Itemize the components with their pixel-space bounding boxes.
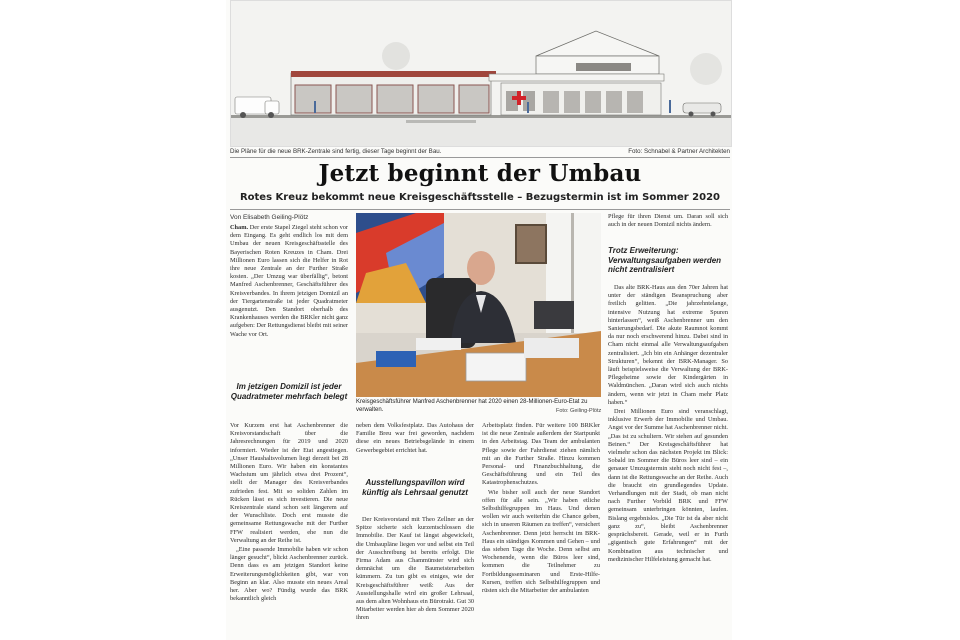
article-column-4-bottom bbox=[608, 284, 728, 640]
article-column-1-bottom bbox=[230, 422, 348, 640]
headline: Jetzt beginnt der Umbau bbox=[318, 160, 642, 187]
portrait-photo bbox=[356, 213, 601, 397]
pull-quote-1: Im jetzigen Domizil ist jeder Quadratmeter mehrfach belegt bbox=[230, 382, 348, 401]
paragraph: Wie bisher soll auch der neue Standort offen für alle sein. „Wir haben etliche Selbsthilfegruppen im Haus. Und denen wollen wir auch weiterhin die Chance geben, sich in unseren Räumen zu treffen“, versichert Aschenbrenner. Denn jetzt herrscht im BRK-Haus ein ständiges Kommen und Gehen – und das sieben Tage die Woche. Denn selbst am Wochenende, wenn die Büros leer sind, kommen die Teilnehmer zu Fortbildungsseminaren und Erste-Hilfe-Kursen, treffen sich Selbsthilfegruppen und rüsten sich die Mitarbeiter der ambulanten bbox=[482, 488, 600, 595]
pull-quote-2: Ausstellungspavillon wird künftig als Lehrsaal genutzt bbox=[362, 478, 468, 497]
paragraph: Vor Kurzem erst hat Aschenbrenner die Kreisvorstandschaft über die Jahresrechnungen für 2019 und 2020 informiert. Wieder ist der Etat angestiegen. „Unser Haushaltsvolumen liegt derzeit bei 28 Millionen Euro. Wir haben ein konstantes Wachstum um jährlich etwa drei Prozent“, stellt der Manager des Kreisverbandes zufrieden fest. Mit so soliden Zahlen im Rücken lässt es sich investieren. Die neue Kreiszentrale stand schon seit längerem auf der Wunschliste. Doch erst musste die gemeinsame Rettungswache mit der Further FFW realisiert werden, ehe nun die Verwaltung an der Reihe ist. bbox=[230, 422, 348, 544]
divider bbox=[230, 157, 730, 158]
subheadline: Rotes Kreuz bekommt neue Kreisgeschäftsstelle – Bezugstermin ist im Sommer 2020 bbox=[239, 192, 721, 203]
dateline: Cham. bbox=[230, 224, 249, 231]
photo-caption: Kreisgeschäftsführer Manfred Aschenbrenner hat 2020 einen 28-Millionen-Euro-Etat zu verwalten. bbox=[356, 399, 588, 413]
photo-credit: Foto: Geiling-Plötz bbox=[556, 408, 602, 414]
article-column-2-bottom bbox=[356, 516, 474, 640]
paragraph: Arbeitsplatz finden. Für weitere 100 BRKler ist die neue Zentrale außerdem der Startpunkt in den Arbeitstag. Das Team der ambulanten Pflege sowie der Fahrdienst ziehen nämlich mit an die Further Straße. Hinzu kommen Personal- und Finanzbuchhaltung, die Geschäftsführung und ein Teil des Katastrophenschutzes. bbox=[482, 422, 600, 487]
paragraph: Das alte BRK-Haus aus den 70er Jahren hat unter der ständigen Beanspruchung aber freilich gelitten. „Die jahrzehntelange, intensive Nutzung hat extreme Spuren hinterlassen“, weiß Aschenbrenner um den Sanierungsbedarf. Die akute Raumnot kommt da nur noch erschwerend hinzu. Dabei sind in Cham nicht einmal alle Verwaltungsaufgaben zentralisiert. „Ich bin ein Anhänger dezentraler Strukturen“, bekennt der BRK-Manager. So läuft beispielsweise die Verwaltung der BRK-Pflegeheime sowie der Kindergärten in Waldmünchen. „Daran wird sich auch nichts ändern, wenn wir jetzt in Cham mehr Platz haben.“ bbox=[608, 284, 728, 406]
article-column-1-top bbox=[230, 224, 348, 376]
architect-drawing bbox=[230, 0, 732, 147]
drawing-credit: Foto: Schnabel & Partner Architekten bbox=[628, 148, 730, 155]
paragraph: Pflege für ihren Dienst um. Daran soll sich auch in der neuen Domizil nichts ändern. bbox=[608, 213, 728, 229]
paragraph: neben dem Volksfestplatz. Das Autohaus der Familie Breu war frei geworden, nachdem diese ein neues Betriebsgelände in einem Gewerbegebiet errichtet hat. bbox=[356, 422, 474, 454]
article-column-3 bbox=[482, 422, 600, 640]
pull-quote-3: Trotz Erweiterung: Verwaltungsaufgaben werden nicht zentralisiert bbox=[608, 246, 722, 274]
paragraph: Der Kreisvorstand mit Theo Zellner an der Spitze sicherte sich kurzentschlossen die Immobilie. Der Kauf ist längst abgewickelt, die Umbaupläne liegen vor und selbst ein Teil der Ausschreibung ist bereits erfolgt. Die Firma Adam aus Chammünster wird sich demnächst um die Baumeisterarbeiten kümmern. Zu tun gibt es einiges, wie der Kreisgeschäftsführer weiß: Aus der Ausstellungshalle wird ein großer Lehrsaal, aus dem alten Wohnhaus ein Bürotrakt. Gut 30 Mitarbeiter werden hier ab dem Sommer 2020 ihren bbox=[356, 516, 474, 622]
article-column-4-top bbox=[608, 213, 728, 243]
building-elevation-image bbox=[231, 1, 731, 146]
drawing-caption: Die Pläne für die neue BRK-Zentrale sind fertig, dieser Tage beginnt der Bau. bbox=[230, 148, 442, 155]
paragraph: Drei Millionen Euro sind veranschlagt, inklusive Erwerb der Immobilie und Umbau. Angst vor der Summe hat Aschenbrenner nicht. „Das ist zu schultern. Wir stehen auf gesunden Beinen.“ Der Kreisgeschäftsführer hat vielmehr schon das nächsten Projekt im Blick: Sobald im Sommer die Büros leer sind – ein genauer Umzugstermin steht noch nicht fest –, dann ist die Rettungswache an der Reihe. Auch die braucht ein grundlegendes Update. Verhandlungen mit der Stadt, ob man nicht nach Further Vorbild BRK und FFW gemeinsam unterbringen könnten, laufen. Bislang ergebnislos. „Die Tür ist da aber nicht ganz zu“, bleibt Aschenbrenner gesprächsbereit. Gerade, weil er in Furth „gigantisch gute Erfahrungen“ mit der Kombination aus technischer und medizinischer Hilfeleistung gemacht hat. bbox=[608, 408, 728, 563]
divider bbox=[230, 209, 730, 210]
office-photo-image bbox=[356, 213, 601, 397]
paragraph: „Eine passende Immobilie haben wir schon länger gesucht“, blickt Aschenbrenner zurück. Denn dass es am jetzigen Standort keine Erweiterungsmöglichkeiten gibt, war von Beginn an klar. Also musste ein neues Areal her. Aber wo? Fündig wurde das BRK bekanntlich gleich bbox=[230, 546, 348, 603]
byline: Von Elisabeth Geiling-Plötz bbox=[230, 214, 309, 221]
article-column-2-top bbox=[356, 422, 474, 474]
intro-paragraph: Der erste Stapel Ziegel steht schon vor dem Eingang. Es geht endlich los mit dem Umbau der neuen Kreisgeschäftsstelle des Bayerischen Roten Kreuzes in Cham. Drei Millionen Euro lassen sich die Helfer in Rot ihre neue Zentrale an der Further Straße kosten. „Der Umzug war überfällig“, betont Manfred Aschenbrenner, Geschäftsführer des Kreisverbandes. In ihrem jetzigen Domizil an der Tiergartenstraße ist jeder Quadratmeter ausgenutzt. Den Standort oberhalb des Krankenhauses werden die BRKler nicht ganz aufgeben: Der Rettungsdienst bleibt mit seiner Wache vor Ort. bbox=[230, 224, 348, 338]
